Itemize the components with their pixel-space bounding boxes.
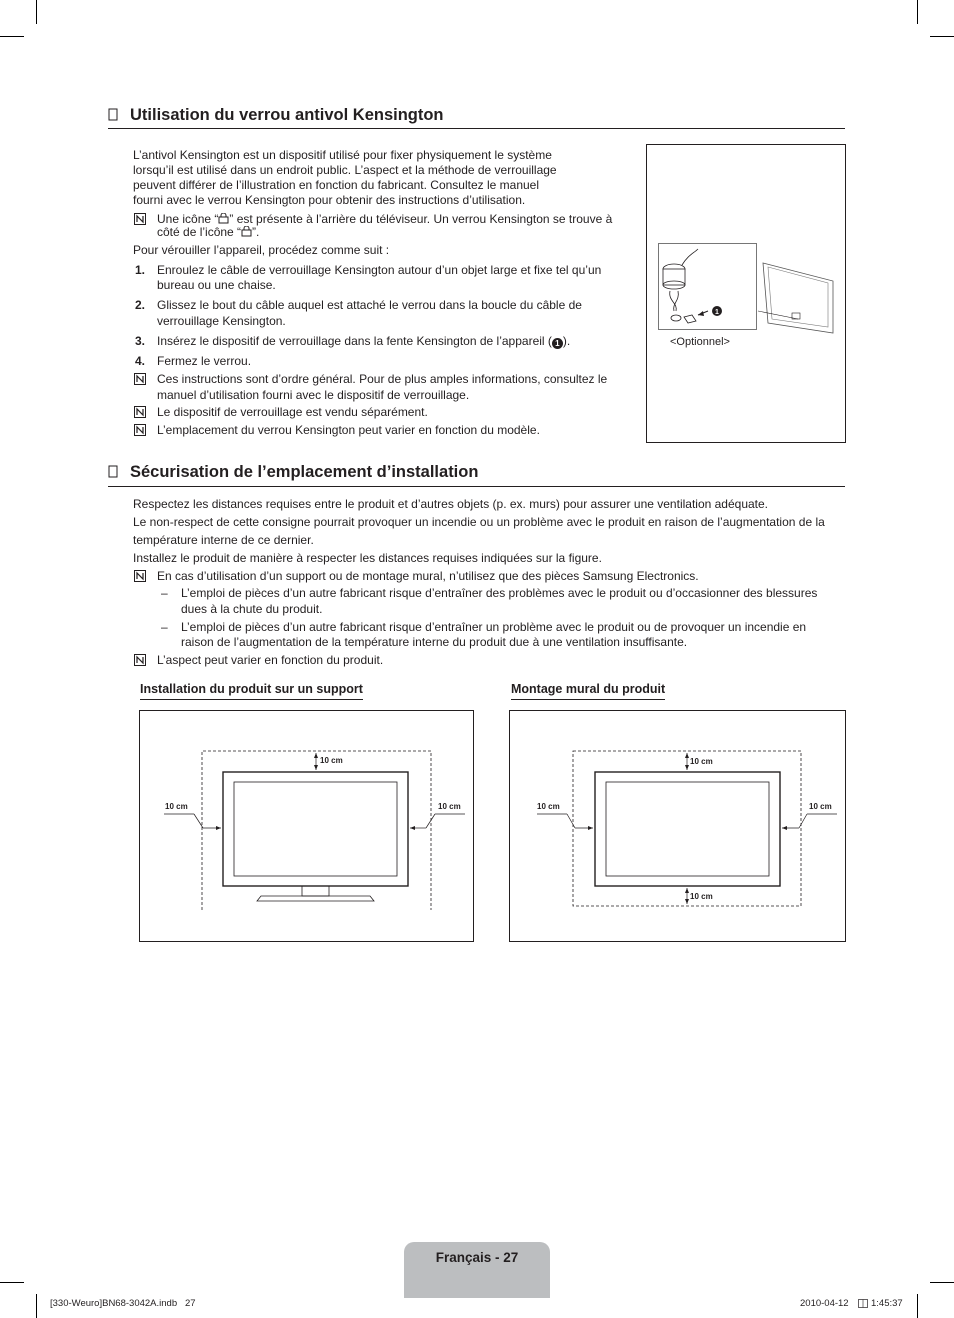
section2-rule — [108, 486, 845, 487]
note-icon — [134, 373, 146, 385]
note-icon — [134, 424, 146, 436]
note-general-line2: manuel d’utilisation fourni avec le dispositif de verrouillage. — [157, 388, 470, 402]
print-time: 1:45:37 — [871, 1298, 903, 1309]
wall-top-distance: 10 cm — [690, 757, 713, 766]
note-general-line1: Ces instructions sont d’ordre général. Pour de plus amples informations, consultez le — [157, 372, 608, 386]
step-number: 3. — [135, 334, 146, 348]
section1-intro-4: fourni avec le verrou Kensington pour obtenir des instructions d’utilisation. — [133, 193, 526, 207]
note-icon — [134, 570, 146, 582]
section2-para-1: Respectez les distances requises entre le produit et d’autres objets (p. ex. murs) pour assurer une ventilation adéquate. — [133, 497, 769, 511]
dash-item-1-line2: dues à la chute du produit. — [181, 602, 323, 616]
step-number: 4. — [135, 354, 146, 368]
note-appearance: L’aspect peut varier en fonction du produit. — [157, 653, 384, 667]
section1-intro-2: lorsqu’il est utilisé dans un endroit public. L’aspect et la méthode de verrouillage — [133, 163, 557, 177]
section2-para-4: Installez le produit de manière à respecter les distances requises indiquées sur la figure. — [133, 551, 602, 565]
stand-clearance-diagram — [139, 710, 474, 942]
wall-mount-title: Montage mural du produit — [511, 682, 665, 700]
step-4-line1: Fermez le verrou. — [157, 354, 252, 368]
marker-1: 1 — [552, 338, 563, 349]
figure-marker: 1 — [715, 309, 719, 316]
step-1-line2: bureau ou une chaise. — [157, 278, 276, 292]
wall-left-distance: 10 cm — [537, 802, 560, 811]
kensington-illustration — [658, 243, 838, 338]
section2-para-2: Le non-respect de cette consigne pourrait provoquer un incendie ou un problème avec le produit en raison de l’augmentation de la — [133, 515, 825, 529]
section2-para-3: température interne de ce dernier. — [133, 533, 314, 547]
step-2-line1: Glissez le bout du câble auquel est attaché le verrou dans la boucle du câble de — [157, 298, 582, 312]
note-samsung-parts: En cas d’utilisation d’un support ou de montage mural, n’utilisez que des pièces Samsung Electronics. — [157, 569, 699, 583]
step-2-line2: verrouillage Kensington. — [157, 314, 286, 328]
wall-clearance-diagram — [509, 710, 846, 942]
file-info: [330-Weuro]BN68-3042A.indb 27 — [50, 1298, 196, 1309]
section-bullet-icon — [108, 465, 118, 478]
stand-left-distance: 10 cm — [165, 802, 188, 811]
dash-item-2-line2: raison de l’augmentation de la température interne du produit due à une ventilation insuffisante. — [181, 635, 688, 649]
section2-heading — [108, 463, 478, 482]
note-icon — [134, 406, 146, 418]
kensington-lock-icon — [241, 226, 252, 237]
stand-top-distance: 10 cm — [320, 756, 343, 765]
step-3-line1: Insérez le dispositif de verrouillage dans la fente Kensington de l’appareil ( 1 ). — [157, 334, 571, 348]
section1-heading — [108, 106, 444, 125]
note-location-varies: L’emplacement du verrou Kensington peut varier en fonction du modèle. — [157, 423, 540, 437]
section1-rule — [108, 128, 845, 129]
kensington-lock-icon — [218, 213, 229, 224]
clock-glyph-icon — [858, 1299, 868, 1308]
step-number: 1. — [135, 263, 146, 277]
note-icon — [134, 654, 146, 666]
page-label: Français - 27 — [435, 1250, 519, 1265]
section-bullet-icon — [108, 108, 118, 121]
note-kensington-icon-line2: côté de l’icône “ ”. — [157, 225, 260, 239]
section1-intro-3: peuvent différer de l’illustration en fonction du fabricant. Consultez le manuel — [133, 178, 540, 192]
section2-title: Sécurisation de l’emplacement d’installation — [130, 463, 479, 481]
stand-right-distance: 10 cm — [438, 802, 461, 811]
note-icon — [134, 213, 146, 225]
section1-title: Utilisation du verrou antivol Kensington — [130, 106, 444, 124]
note-kensington-icon-line1: Une icône “ ” est présente à l’arrière du téléviseur. Un verrou Kensington se trouve à — [157, 212, 613, 226]
wall-right-distance: 10 cm — [809, 802, 832, 811]
print-date: 2010-04-12 — [800, 1298, 849, 1309]
procedure-lead: Pour vérouiller l’appareil, procédez comme suit : — [133, 243, 390, 257]
dash-bullet: – — [161, 620, 168, 634]
section1-intro-1: L’antivol Kensington est un dispositif utilisé pour fixer physiquement le système — [133, 148, 552, 162]
figure-caption: <Optionnel> — [670, 336, 730, 348]
note-sold-separately: Le dispositif de verrouillage est vendu séparément. — [157, 405, 428, 419]
dash-item-1-line1: L’emploi de pièces d’un autre fabricant risque d’entraîner des problèmes avec le produit ou d’occasionner des blessures — [181, 586, 818, 600]
wall-bottom-distance: 10 cm — [690, 892, 713, 901]
dash-bullet: – — [161, 586, 168, 600]
dash-item-2-line1: L’emploi de pièces d’un autre fabricant risque d’entraîner un problème avec le produit ou de provoquer un incendie en — [181, 620, 807, 634]
stand-installation-title: Installation du produit sur un support — [140, 682, 363, 700]
step-number: 2. — [135, 298, 146, 312]
step-1-line1: Enroulez le câble de verrouillage Kensington autour d’un objet large et fixe tel qu’un — [157, 263, 602, 277]
